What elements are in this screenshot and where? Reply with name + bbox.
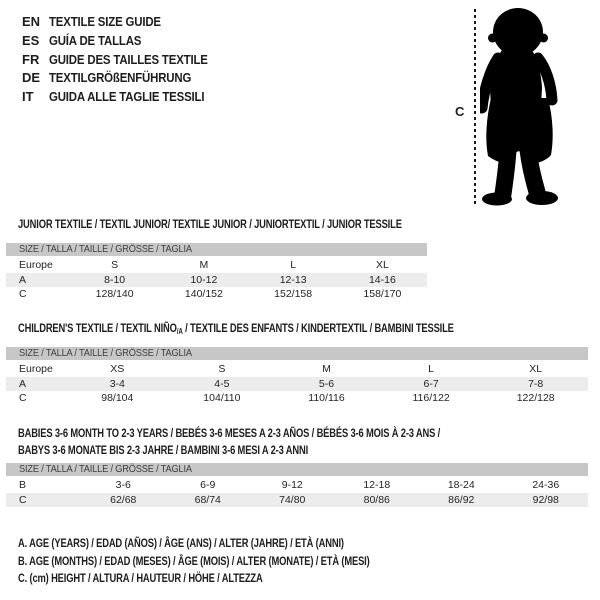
column-header: XS	[110, 363, 125, 375]
cell-value: 5-6	[318, 377, 335, 390]
language-code: DE	[22, 70, 41, 86]
cell-value: 74/80	[279, 493, 306, 506]
cell-value: 6-7	[423, 377, 439, 390]
cell-value: 116/122	[412, 392, 450, 405]
babies-table-title	[18, 425, 559, 458]
language-code: ES	[22, 32, 40, 48]
cell-value: 9-12	[281, 479, 303, 491]
row-label: C	[19, 392, 27, 405]
column-header: M	[199, 259, 209, 271]
column-header: XL	[529, 363, 543, 375]
footnote-c-text: C. (cm) HEIGHT / ALTURA / HAUTEUR / HÖHE / ALTEZZA	[18, 571, 263, 585]
language-title: GUÍA DE TALLAS	[49, 32, 142, 48]
column-header: Europe	[19, 259, 53, 271]
column-header: S	[218, 363, 226, 375]
footnotes	[18, 535, 469, 588]
cell-value: 140/152	[184, 288, 223, 301]
cell-value: 3-4	[109, 377, 125, 390]
table-row-c	[6, 493, 588, 508]
size-header-bar	[6, 347, 588, 360]
language-code: EN	[22, 14, 41, 29]
table-row-c	[6, 391, 588, 406]
row-label: C	[19, 288, 27, 301]
children-title-part2: / TEXTILE DES ENFANTS / KINDERTEXTIL / BAMBINI TESSILE	[182, 321, 454, 335]
junior-table-title	[18, 217, 510, 231]
table-row-c	[6, 287, 427, 302]
table-row-a	[6, 273, 427, 288]
cell-value: 98/104	[101, 392, 134, 405]
language-title: TEXTILE SIZE GUIDE	[49, 14, 161, 29]
cell-value: 62/68	[110, 493, 137, 506]
language-title-list	[22, 13, 229, 107]
babies-title-line1: BABIES 3-6 MONTH TO 2-3 YEARS / BEBÉS 3-6 MESES A 2-3 AÑOS / BÉBÉS 3-6 MOIS À 2-3 ANS /	[18, 426, 441, 440]
cell-value: 110/116	[308, 392, 345, 405]
cell-value: 12-18	[363, 479, 391, 491]
footnote-b-text: B. AGE (MONTHS) / EDAD (MESES) / ÂGE (MOIS) / ALTER (MONATE) / ETÀ (MESI)	[18, 553, 370, 568]
cell-value: 12-13	[279, 273, 307, 286]
cell-value: 80/86	[363, 493, 390, 506]
column-header: Europe	[19, 363, 53, 375]
cell-value: 158/170	[363, 288, 402, 301]
language-title: GUIDA ALLE TAGLIE TESSILI	[49, 89, 205, 105]
cell-value: 122/128	[516, 392, 555, 405]
row-label: A	[19, 273, 27, 286]
cell-value: 24-36	[532, 479, 560, 491]
cell-value: 68/74	[194, 493, 221, 506]
footnote-a	[18, 535, 469, 553]
size-header-text: SIZE / TALLA / TAILLE / GRÖSSE / TAGLIA	[19, 463, 192, 475]
row-label: C	[19, 493, 27, 506]
language-row-fr	[22, 51, 229, 70]
footnote-c	[18, 570, 469, 588]
table-row-a	[6, 377, 588, 392]
cell-value: 3-6	[115, 479, 131, 491]
row-label: A	[19, 377, 27, 390]
children-size-table	[6, 347, 588, 406]
height-measure-dashed-line	[474, 9, 476, 206]
cell-value: 10-12	[190, 273, 218, 286]
language-title: GUIDE DES TAILLES TEXTILE	[49, 51, 208, 67]
cell-value: 7-8	[528, 377, 544, 390]
children-table-title-text	[18, 321, 454, 336]
height-measure-label: C	[455, 104, 465, 119]
language-row-es	[22, 32, 229, 51]
cell-value: 152/158	[274, 288, 313, 301]
table-row-b	[6, 478, 588, 493]
cell-value: 92/98	[532, 493, 559, 506]
cell-value: 86/92	[448, 493, 475, 506]
junior-table-title-text: JUNIOR TEXTILE / TEXTIL JUNIOR/ TEXTILE JUNIOR / JUNIORTEXTIL / JUNIOR TESSILE	[18, 217, 402, 231]
footnote-a-text: A. AGE (YEARS) / EDAD (AÑOS) / ÂGE (ANS) / ALTER (JAHRE) / ETÀ (ANNI)	[18, 536, 344, 550]
children-title-part1: CHILDREN'S TEXTILE / TEXTIL NIÑO	[18, 321, 177, 335]
size-header-text: SIZE / TALLA / TAILLE / GRÖSSE / TAGLIA	[19, 243, 192, 255]
cell-value: 104/110	[203, 392, 241, 405]
cell-value: 18-24	[447, 479, 475, 491]
junior-size-table	[6, 243, 427, 302]
size-header-text: SIZE / TALLA / TAILLE / GRÖSSE / TAGLIA	[19, 347, 192, 359]
language-code: IT	[22, 89, 34, 105]
children-title-subscript: /A	[176, 327, 183, 336]
column-header: S	[111, 259, 119, 271]
cell-value: 4-5	[214, 377, 230, 390]
cell-value: 128/140	[95, 288, 134, 301]
babies-title-line2: BABYS 3-6 MONATE BIS 2-3 JAHRE / BAMBINI 3-6 MESI A 2-3 ANNI	[18, 442, 309, 457]
babies-size-table	[6, 463, 588, 507]
children-table-title	[18, 321, 577, 336]
language-row-it	[22, 88, 229, 107]
cell-value: 6-9	[200, 479, 216, 491]
language-code: FR	[22, 51, 40, 67]
size-header-bar	[6, 243, 427, 256]
language-row-en	[22, 13, 229, 32]
column-header: L	[290, 259, 297, 271]
footnote-b	[18, 553, 469, 571]
table-row-columns	[6, 258, 427, 273]
size-header-bar	[6, 463, 588, 476]
column-header: M	[322, 363, 331, 375]
table-row-columns	[6, 362, 588, 377]
column-header: L	[428, 363, 434, 375]
cell-value: 8-10	[104, 273, 126, 286]
baby-silhouette-icon	[480, 8, 564, 208]
language-title: TEXTILGRÖßENFÜHRUNG	[49, 70, 192, 86]
row-label: B	[19, 479, 27, 491]
column-header: XL	[375, 259, 389, 271]
cell-value: 14-16	[368, 273, 396, 286]
language-row-de	[22, 69, 229, 88]
